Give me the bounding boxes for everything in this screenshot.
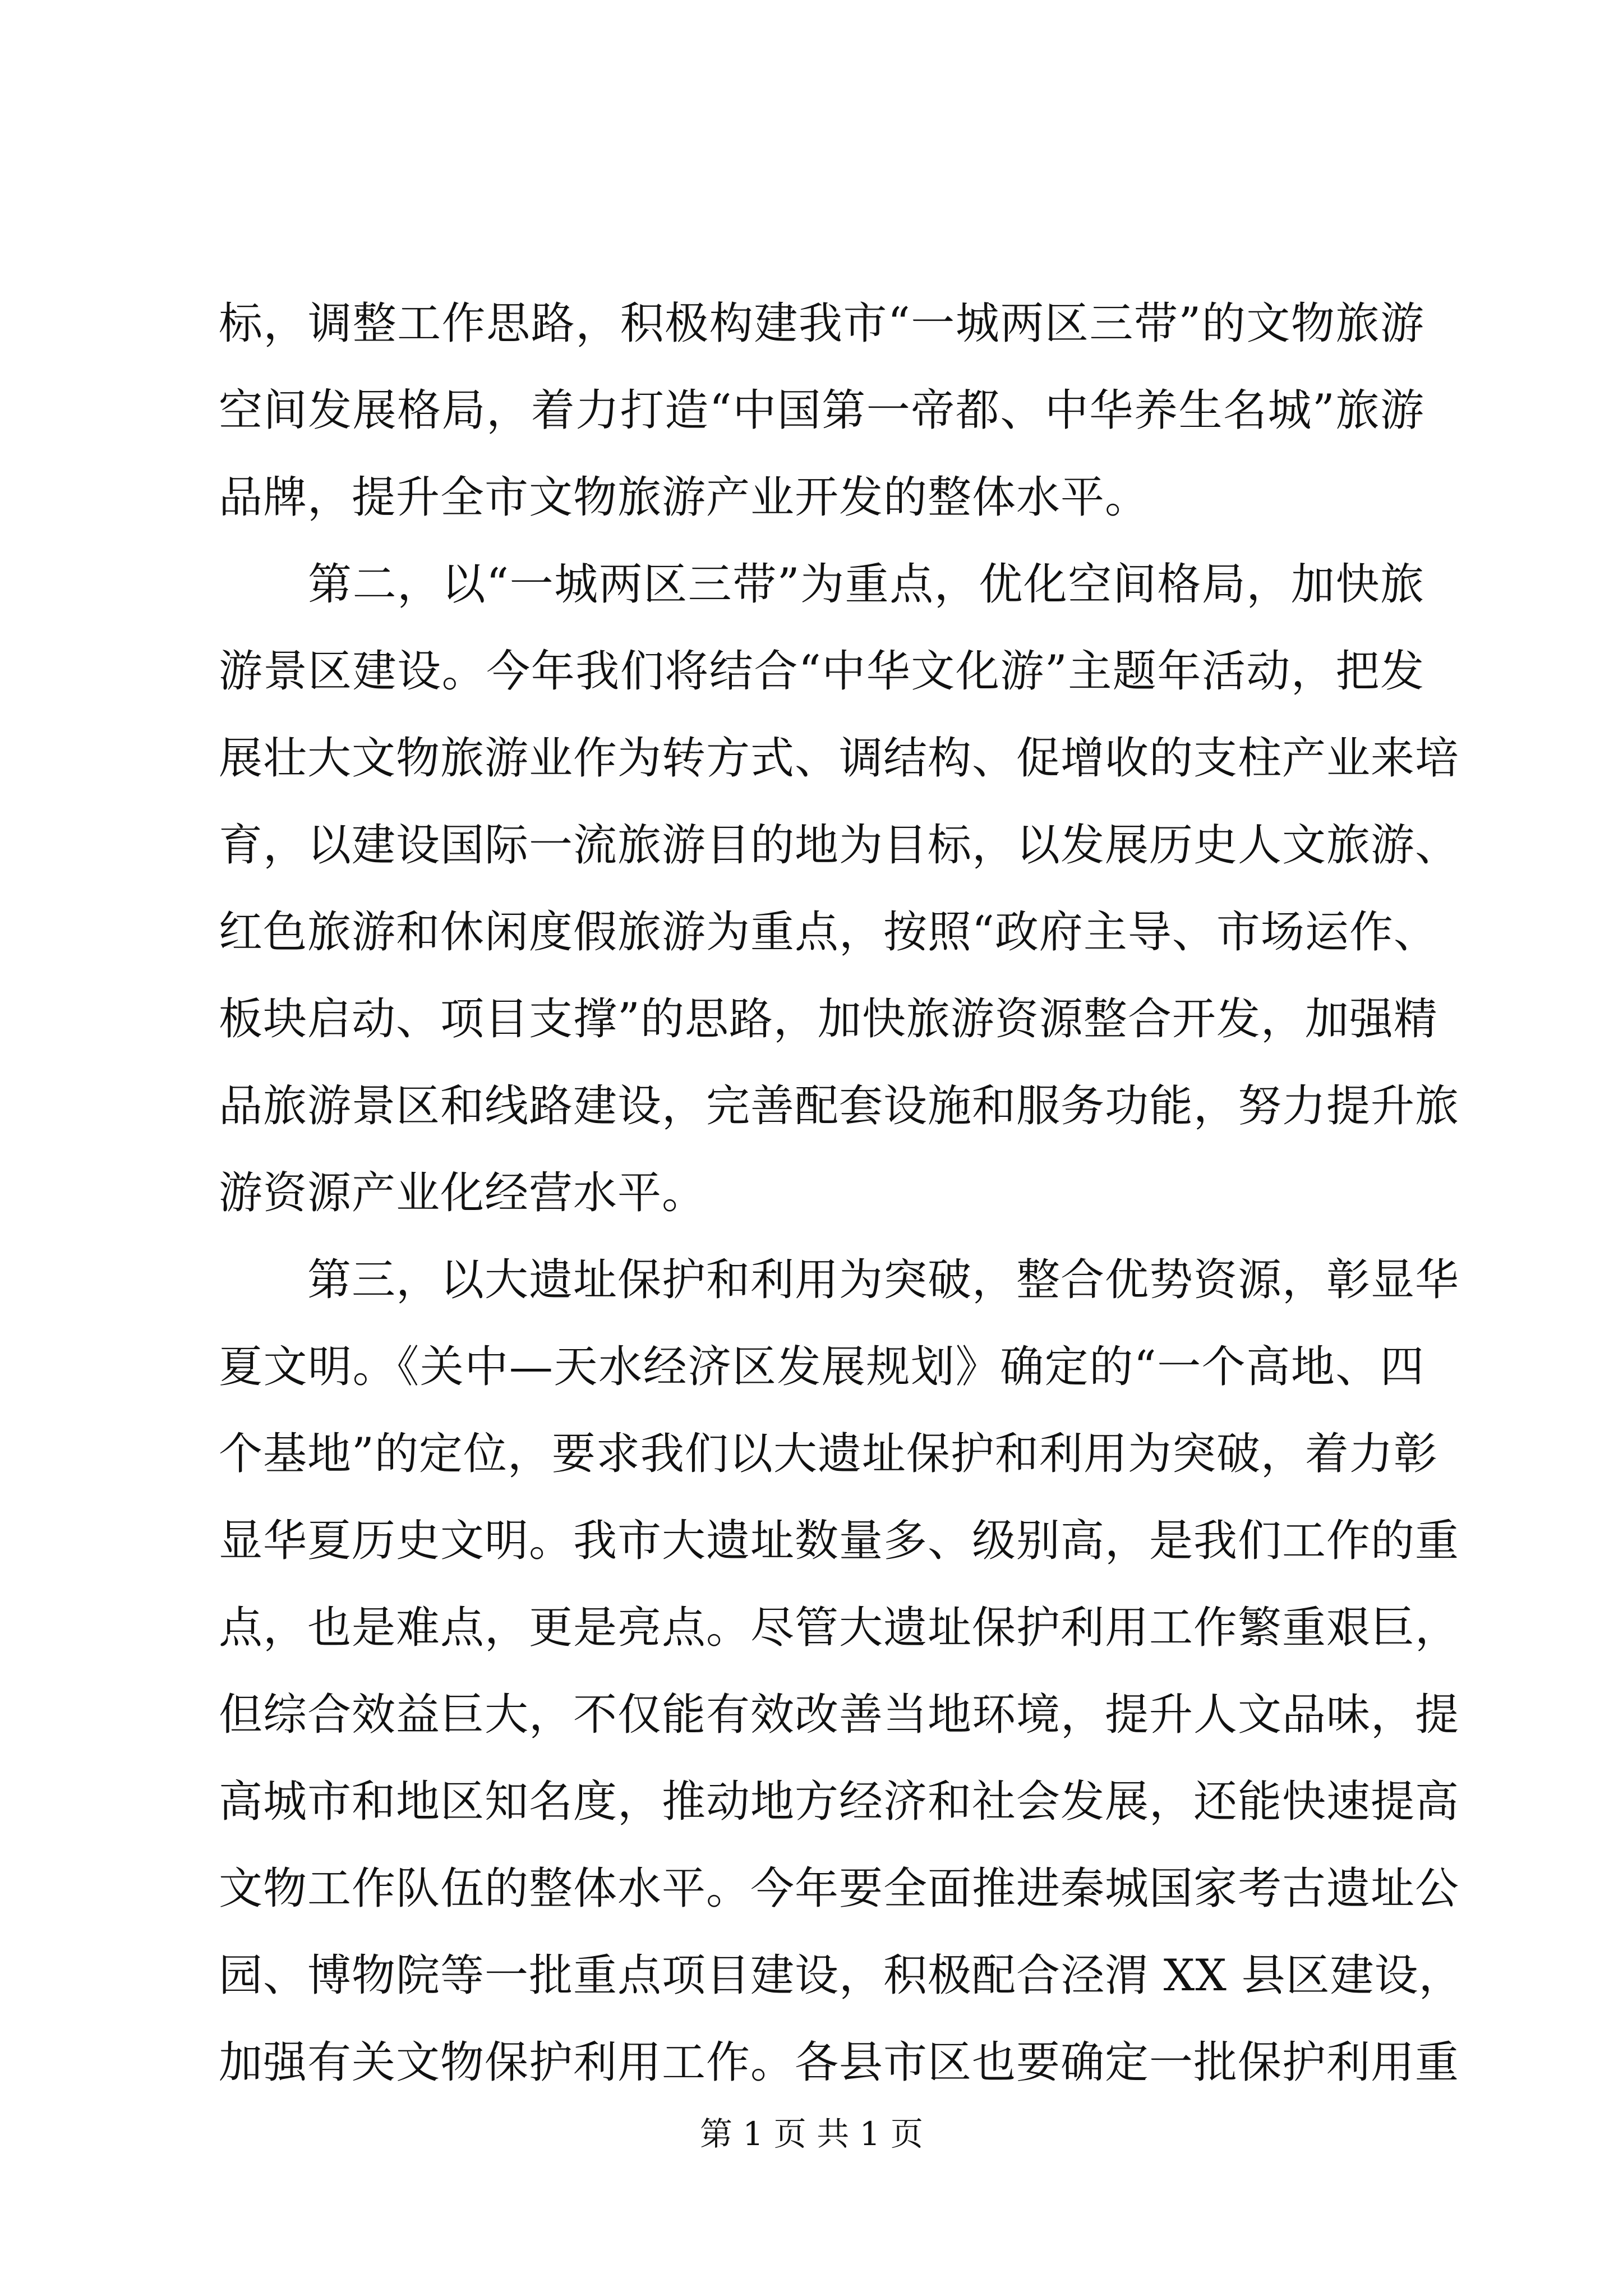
text-line: 游景区建设。今年我们将结合“中华文化游”主题年活动，把发	[219, 646, 1424, 697]
page-footer	[0, 2111, 1623, 2156]
text-line: 园、博物院等一批重点项目建设，积极配合泾渭 XX 县区建设，	[219, 1950, 1463, 2001]
text-line: 第二，以“一城两区三带”为重点，优化空间格局，加快旅	[219, 559, 1424, 610]
text-line: 游资源产业化经营水平。	[219, 1168, 707, 1218]
text-line: 显华夏历史文明。我市大遗址数量多、级别高，是我们工作的重	[219, 1516, 1460, 1566]
text-line: 品旅游景区和线路建设，完善配套设施和服务功能，努力提升旅	[219, 1081, 1460, 1131]
page-number: 第 1 页 共 1 页	[700, 2115, 923, 2153]
text-line: 第三，以大遗址保护和利用为突破，整合优势资源，彰显华	[219, 1255, 1460, 1305]
text-line: 空间发展格局，着力打造“中国第一帝都、中华养生名城”旅游	[219, 385, 1424, 436]
text-line: 文物工作队伍的整体水平。今年要全面推进秦城国家考古遗址公	[219, 1864, 1460, 1914]
body-text	[219, 280, 1463, 2106]
text-line: 标，调整工作思路，积极构建我市“一城两区三带”的文物旅游	[219, 298, 1424, 349]
text-line: 品牌，提升全市文物旅游产业开发的整体水平。	[219, 472, 1150, 523]
text-line: 红色旅游和休闲度假旅游为重点，按照“政府主导、市场运作、	[219, 907, 1438, 958]
text-line: 加强有关文物保护利用工作。各县市区也要确定一批保护利用重	[219, 2037, 1460, 2088]
text-line: 育，以建设国际一流旅游目的地为目标，以发展历史人文旅游、	[219, 820, 1460, 871]
text-line: 夏文明。《关中—天水经济区发展规划》确定的“一个高地、四	[219, 1342, 1424, 1392]
text-line: 点，也是难点，更是亮点。尽管大遗址保护利用工作繁重艰巨，	[219, 1603, 1460, 1653]
text-line: 个基地”的定位，要求我们以大遗址保护和利用为突破，着力彰	[219, 1429, 1438, 1479]
text-line: 但综合效益巨大，不仅能有效改善当地环境，提升人文品味，提	[219, 1690, 1460, 1740]
text-line: 高城市和地区知名度，推动地方经济和社会发展，还能快速提高	[219, 1777, 1460, 1827]
text-line: 展壮大文物旅游业作为转方式、调结构、促增收的支柱产业来培	[219, 733, 1460, 784]
text-line: 板块启动、项目支撑”的思路，加快旅游资源整合开发，加强精	[219, 994, 1438, 1045]
